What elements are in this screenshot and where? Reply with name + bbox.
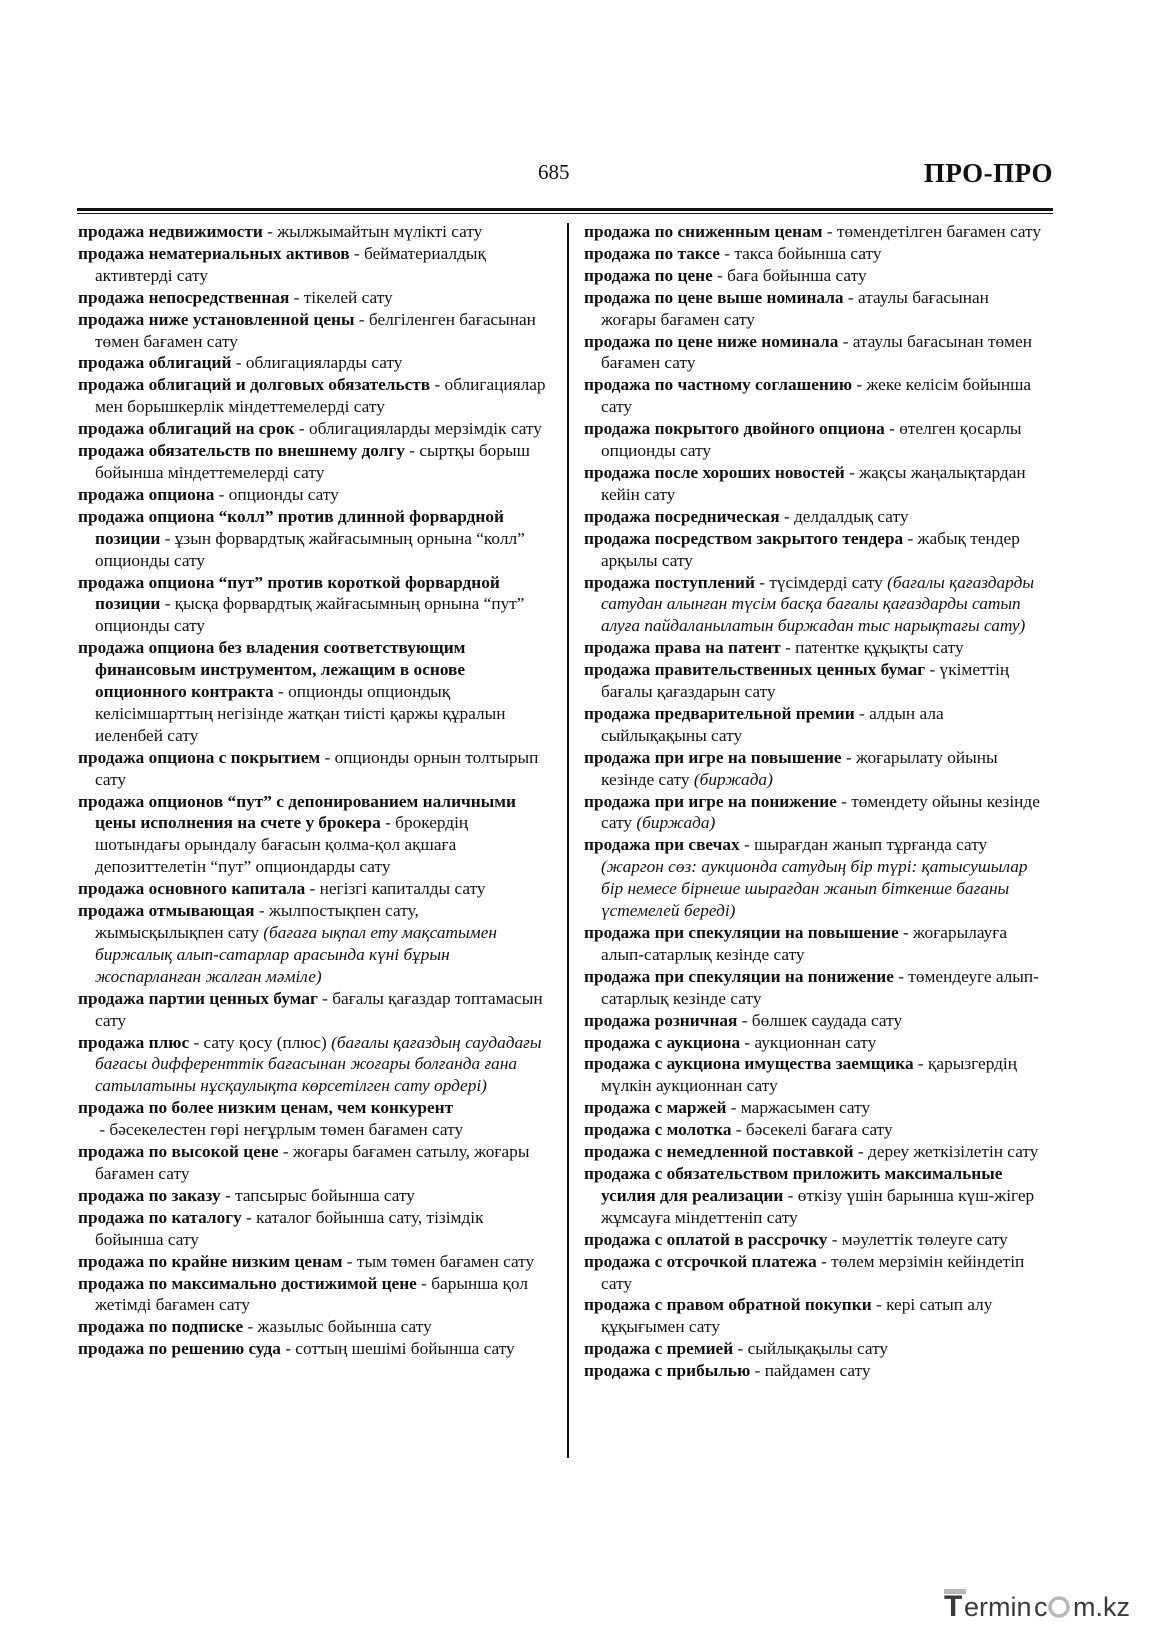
entry-separator: - (816, 1251, 832, 1271)
entry-term: продажа при свечах (584, 835, 740, 855)
entry-term: продажа с отсрочкой платежа (584, 1251, 817, 1271)
entry-definition: соттың шешімі бойынша сату (295, 1339, 515, 1359)
entry-term: продажа недвижимости (78, 222, 263, 241)
entry-separator: - (262, 222, 278, 241)
entry-term: продажа основного капитала (78, 879, 306, 899)
entry-separator: - (780, 638, 796, 658)
header-rule-thin (77, 213, 1053, 214)
dictionary-entry (78, 221, 548, 243)
entry-separator: - (305, 879, 320, 899)
entry-definition: өткізу үшін барынша күш-жігер жұмсауға міндеттеніп сату (601, 1185, 1035, 1227)
dictionary-entry (78, 1141, 548, 1185)
dictionary-entry (78, 1185, 548, 1207)
entry-definition: патентке құқықты сату (795, 638, 964, 658)
dictionary-entry (78, 506, 548, 572)
dictionary-entry (78, 572, 548, 638)
dictionary-entry (584, 703, 1046, 747)
entry-term: продажа по цене (584, 265, 713, 285)
column-divider (567, 223, 569, 1458)
entry-term: продажа по решению суда (78, 1339, 281, 1359)
dictionary-entry (78, 352, 548, 374)
entry-term: продажа по крайне низким ценам (78, 1251, 343, 1271)
entry-term: продажа с прибылью (584, 1361, 751, 1381)
entry-definition: белгіленген бағасынан төмен бағамен сату (95, 309, 536, 351)
entry-term: продажа по подписке (78, 1317, 244, 1337)
entry-definition: кері сатып алу құқығымен сату (601, 1295, 993, 1337)
entry-separator: - (836, 791, 852, 811)
entry-term: продажа розничная (584, 1010, 738, 1030)
entry-definition: тапсырыс бойынша сату (235, 1185, 415, 1205)
entry-separator: - (739, 835, 755, 855)
entry-term: продажа опциона с покрытием (78, 747, 321, 767)
dictionary-entry (584, 462, 1046, 506)
entry-separator: - (783, 1185, 798, 1205)
entry-term: продажа по цене ниже номинала (584, 331, 839, 351)
entry-definition: жоғарылату ойыны кезінде сату (601, 747, 998, 789)
entry-note: (биржада) (693, 769, 773, 789)
entry-term: продажа ниже установленной цены (78, 309, 355, 329)
dictionary-entry (584, 265, 1046, 287)
dictionary-entry (78, 1338, 548, 1360)
entry-separator: - (430, 375, 445, 395)
entry-definition: тікелей сату (303, 287, 393, 307)
entry-separator: - (726, 1098, 741, 1118)
entry-separator: - (349, 243, 365, 263)
entry-term: продажа с немедленной поставкой (584, 1142, 854, 1162)
entry-separator: - (273, 682, 289, 702)
entry-definition: бәсекелі бағаға сату (745, 1120, 893, 1140)
entry-term: продажа обязательств по внешнему долгу (78, 441, 405, 461)
dictionary-entry (584, 1251, 1046, 1295)
entry-separator: - (719, 243, 735, 263)
entry-term: продажа с оплатой в рассрочку (584, 1229, 828, 1249)
entry-separator: - (884, 419, 900, 439)
dictionary-entry (78, 791, 548, 879)
dictionary-entry (78, 1316, 548, 1338)
entry-definition: төлем мерзімін кейіндетіп сату (601, 1251, 1025, 1293)
dictionary-entry (584, 1163, 1046, 1229)
entry-separator: - (871, 1295, 887, 1315)
entry-separator: - (289, 287, 304, 307)
entry-term: продажа отмывающая (78, 901, 255, 921)
entry-separator: - (342, 1251, 357, 1271)
entry-term: продажа непосредственная (78, 287, 290, 307)
dictionary-entry (78, 747, 548, 791)
entry-separator: - (243, 1317, 258, 1337)
page-number: 685 (538, 160, 570, 184)
dictionary-entry (584, 221, 1046, 243)
entry-term: продажа с премией (584, 1339, 734, 1359)
entry-definition: атаулы бағасынан төмен бағамен сату (601, 331, 1033, 373)
dictionary-entry (78, 309, 548, 353)
entry-separator: - (380, 813, 396, 833)
entry-separator: - (822, 222, 837, 241)
entry-term: продажа по высокой цене (78, 1142, 279, 1162)
dictionary-entry (584, 374, 1046, 418)
entry-definition: шырағдан жанып тұрғанда сату (754, 835, 988, 855)
logo-text-ermin: ermin (964, 1592, 1032, 1622)
header-rule-thick (77, 208, 1053, 211)
entry-term: продажа плюс (78, 1032, 190, 1052)
entry-definition: такса бойынша сату (734, 243, 882, 263)
dictionary-entry (78, 988, 548, 1032)
entry-separator: - (294, 419, 309, 439)
entry-separator: - (712, 265, 728, 285)
entry-separator: - (841, 747, 856, 767)
entry-separator: - (898, 923, 914, 942)
logo-text-mkz: m.kz (1073, 1592, 1130, 1622)
entry-definition: жоғары бағамен сатылу, жоғары бағамен сату (95, 1142, 530, 1183)
entry-separator: - (416, 1273, 432, 1293)
entry-term: продажа с обязательством приложить максимальные усилия для реализации (584, 1163, 1003, 1205)
entry-definition: қысқа форвардтық жайғасымның орнына “пут” опционды сату (95, 594, 525, 636)
entry-separator: - (280, 1339, 296, 1359)
entry-separator: - (854, 703, 870, 723)
entry-definition: барынша қол жетімді бағамен сату (95, 1273, 528, 1315)
entry-term: продажа при игре на понижение (584, 791, 837, 811)
entry-separator: - (160, 528, 175, 548)
entry-separator: - (220, 1185, 236, 1205)
entry-term: продажа опциона “колл” против длинной форвардной позиции (78, 506, 504, 548)
entry-definition: төмендету ойыны кезінде сату (601, 791, 1040, 833)
entry-separator: - (750, 1361, 765, 1381)
dictionary-entry (78, 1251, 548, 1273)
entry-definition: мәулеттік төлеуге сату (841, 1229, 1008, 1249)
entry-term: продажа поступлений (584, 572, 755, 592)
dictionary-entry (78, 1207, 548, 1251)
dictionary-entry (584, 659, 1046, 703)
entry-definition: үкіметтің бағалы қағаздарын сату (601, 660, 1010, 702)
entry-definition: түсімдерді сату (769, 572, 888, 592)
dictionary-entry (584, 1119, 1046, 1141)
dictionary-entry (584, 747, 1046, 791)
entry-separator: - (843, 287, 858, 307)
entry-definition: маржасымен сату (740, 1098, 871, 1118)
dictionary-entry (78, 374, 548, 418)
dictionary-entry (78, 1032, 548, 1098)
dictionary-entry (584, 1097, 1046, 1119)
entry-definition: бейматериалдық активтерді сату (95, 243, 486, 285)
entry-term: продажа по сниженным ценам (584, 222, 823, 241)
dictionary-entry (78, 900, 548, 988)
entry-definition: жоғарылауға алып-сатарлық кезінде сату (601, 923, 1008, 964)
dictionary-entry (584, 1053, 1046, 1097)
entry-definition: атаулы бағасынан жоғары бағамен сату (601, 287, 989, 329)
entry-separator: - (95, 1120, 110, 1140)
entry-term: продажа при игре на повышение (584, 747, 842, 767)
dictionary-entry (584, 1229, 1046, 1251)
entry-separator: - (740, 1032, 755, 1052)
dictionary-entry (584, 1338, 1046, 1360)
entry-definition: төмендетілген бағамен сату (836, 222, 1042, 241)
entry-separator: - (354, 309, 369, 329)
entry-term: продажа опционов “пут” с депонированием наличными цены исполнения на счете у брокера (78, 791, 516, 833)
entry-term: продажа нематериальных активов (78, 243, 350, 263)
entry-separator: - (231, 353, 246, 373)
dictionary-entry (584, 637, 1046, 659)
termincom-watermark (942, 1583, 1148, 1623)
entry-separator: - (838, 331, 853, 351)
dictionary-entry (78, 484, 548, 506)
entry-definition: опционды орнын толтырып сату (95, 747, 539, 789)
entry-definition: жылпостықпен сату, жымысқылықпен сату (95, 901, 419, 942)
entry-definition: сату қосу (плюс) (203, 1032, 332, 1052)
entry-definition: аукционнан сату (754, 1032, 877, 1052)
dictionary-entry (584, 834, 1046, 922)
entry-term: продажа по цене выше номинала (584, 287, 844, 307)
entry-definition: өтелген қосарлы опционды сату (601, 419, 1022, 461)
entry-term: продажа с маржей (584, 1098, 727, 1118)
dictionary-entry (584, 1010, 1046, 1032)
entry-term: продажа правительственных ценных бумаг (584, 660, 926, 680)
entry-term: продажа по максимально достижимой цене (78, 1273, 417, 1293)
entry-term: продажа по таксе (584, 243, 720, 263)
dictionary-entry (78, 878, 548, 900)
entry-term: продажа права на патент (584, 638, 781, 658)
dictionary-entry (584, 1294, 1046, 1338)
entry-separator: - (913, 1054, 929, 1074)
entry-separator: - (853, 1142, 869, 1162)
entry-definition: жеке келісім бойынша сату (601, 375, 1032, 417)
entry-definition: делдалдық сату (793, 506, 909, 526)
entry-definition: баға бойынша сату (727, 265, 867, 285)
entry-term: продажа с аукциона (584, 1032, 741, 1052)
dictionary-entry (584, 791, 1046, 835)
entry-term: продажа опциона без владения соответствующим финансовым инструментом, лежащим в основе опционного контракта (78, 638, 466, 702)
entry-term: продажа опциона “пут” против короткой форвардной позиции (78, 572, 500, 614)
entry-note: (жаргон сөз: аукционда сатудың бір түрі: қатысушылар бір немесе бірнеше шырағдан жанып біткенше бағаны үстемелей береді) (601, 857, 1028, 921)
entry-definition: каталог бойынша сату, тізімдік бойынша сату (95, 1207, 484, 1249)
entry-note: (бағаға ықпал ету мақсатымен биржалық алып-сатарлар арасында күні бұрын жоспарланған жалған мәміле) (95, 923, 497, 986)
entry-definition: тым төмен бағамен сату (356, 1251, 535, 1271)
entry-separator: - (733, 1339, 748, 1359)
running-head: ПРО-ПРО (923, 158, 1053, 188)
dictionary-entry (584, 922, 1046, 966)
termincom-logo (942, 1583, 1148, 1623)
entry-term: продажа с аукциона имущества заемщика (584, 1054, 914, 1074)
entry-term: продажа после хороших новостей (584, 462, 845, 482)
dictionary-entry (78, 418, 548, 440)
dictionary-entry (584, 966, 1046, 1010)
entry-separator: - (731, 1120, 746, 1140)
entry-separator: - (254, 901, 269, 921)
entry-definition: сыйлықақылы сату (747, 1339, 889, 1359)
entry-note: (бағалы қағаздың саудадағы бағасы дифференттік бағасынан жоғары болғанда ғана сатылатыны нұсқаулықта көрсетілген сату ордері) (95, 1032, 542, 1096)
entry-definition: төмендеуге алып-сатарлық кезінде сату (601, 966, 1039, 1008)
entry-term: продажа облигаций и долговых обязательств (78, 375, 431, 395)
entry-separator: - (214, 484, 229, 504)
entry-separator: - (893, 966, 909, 986)
entry-separator: - (189, 1032, 204, 1052)
entry-definition: алдын ала сыйлықақыны сату (601, 703, 944, 745)
logo-letter-t: T (944, 1590, 963, 1623)
dictionary-entry (78, 440, 548, 484)
entry-term: продажа с правом обратной покупки (584, 1295, 872, 1315)
entry-definition: қарызгердің мүлкін аукционнан сату (601, 1054, 1017, 1096)
entry-term: продажа по каталогу (78, 1207, 242, 1227)
entry-separator: - (925, 660, 940, 680)
right-column (584, 221, 1046, 1382)
entry-definition: жақсы жаңалықтардан кейін сату (601, 462, 1026, 504)
entry-term: продажа по частному соглашению (584, 375, 853, 395)
entry-term: продажа при спекуляции на понижение (584, 966, 894, 986)
dictionary-entry (584, 331, 1046, 375)
entry-separator: - (737, 1010, 752, 1030)
entry-separator: - (844, 462, 860, 482)
entry-definition: сыртқы борыш бойынша міндеттемелерді сату (95, 441, 530, 482)
entry-definition: бағалы қағаздар топтамасын сату (95, 988, 543, 1030)
dictionary-entry (584, 243, 1046, 265)
entry-term: продажа посредством закрытого тендера (584, 528, 904, 548)
entry-separator: - (241, 1207, 257, 1227)
entry-definition: опционды опциондық келісімшарттың негізінде жатқан тиісті қаржы құралын иеленбей сату (95, 682, 506, 745)
entry-definition: бөлшек саудада сату (751, 1010, 903, 1030)
entry-term: продажа по более низким ценам, чем конкурент (78, 1098, 454, 1118)
dictionary-entry (584, 1032, 1046, 1054)
entry-separator: - (852, 375, 867, 395)
entry-separator: - (903, 528, 918, 548)
entry-separator: - (320, 747, 335, 767)
entry-separator: - (754, 572, 770, 592)
entry-definition: облигацияларды сату (245, 353, 403, 373)
entry-definition: бәсекелестен гөрі неғұрлым төмен бағамен сату (109, 1120, 464, 1140)
logo-letter-c: c (1034, 1592, 1048, 1622)
dictionary-entry (78, 287, 548, 309)
dictionary-entry (584, 418, 1046, 462)
dictionary-entry (78, 637, 548, 747)
entry-term: продажа с молотка (584, 1120, 732, 1140)
dictionary-entry (584, 572, 1046, 638)
entry-term: продажа покрытого двойного опциона (584, 419, 885, 439)
entry-definition: опционды сату (228, 484, 339, 504)
entry-term: продажа предварительной премии (584, 703, 855, 723)
dictionary-entry (78, 243, 548, 287)
entry-note: (бағалы қағаздарды сатудан алынған түсім басқа бағалы қағаздарды сатып алуға пайдаланылатын биржадан тыс нарықтағы сату) (601, 572, 1035, 636)
entry-note: (биржада) (636, 813, 716, 833)
entry-definition: негізгі капиталды сату (319, 879, 486, 899)
dictionary-entry (584, 287, 1046, 331)
entry-term: продажа опциона (78, 484, 215, 504)
dictionary-entry (78, 1273, 548, 1317)
entry-separator: - (317, 988, 333, 1008)
entry-term: продажа посредническая (584, 506, 780, 526)
dictionary-entry (584, 506, 1046, 528)
entry-term: продажа по заказу (78, 1185, 221, 1205)
entry-term: продажа облигаций (78, 353, 232, 373)
entry-definition: жылжымайтын мүлікті сату (277, 222, 483, 241)
entry-separator: - (779, 506, 794, 526)
dictionary-entry (584, 528, 1046, 572)
logo-o-ring (1050, 1598, 1068, 1616)
entry-term: продажа облигаций на срок (78, 419, 295, 439)
entry-definition: ұзын форвардтық жайғасымның орнына “колл” опционды сату (95, 528, 525, 570)
entry-term: продажа партии ценных бумаг (78, 988, 318, 1008)
dictionary-entry (584, 1141, 1046, 1163)
dictionary-entry (584, 1360, 1046, 1382)
entry-definition: брокердің шотындағы орындалу бағасын қолма-қол ақшаға депозиттелетін “пут” опциондарды сату (95, 813, 469, 877)
entry-definition: жазылыс бойынша сату (257, 1317, 432, 1337)
entry-definition: жабық тендер арқылы сату (601, 528, 1020, 570)
entry-definition: дереу жеткізілетін сату (868, 1142, 1039, 1162)
dictionary-entry (78, 1097, 548, 1141)
entry-separator: - (278, 1142, 293, 1162)
left-column (78, 221, 548, 1360)
entry-definition: пайдамен сату (764, 1361, 871, 1381)
entry-separator: - (404, 441, 420, 461)
entry-definition: облигациялар мен борышкерлік міндеттемелерді сату (95, 375, 546, 417)
entry-term: продажа при спекуляции на повышение (584, 923, 899, 942)
entry-separator: - (827, 1229, 842, 1249)
entry-separator: - (160, 594, 175, 614)
entry-definition: облигацияларды мерзімдік сату (308, 419, 542, 439)
